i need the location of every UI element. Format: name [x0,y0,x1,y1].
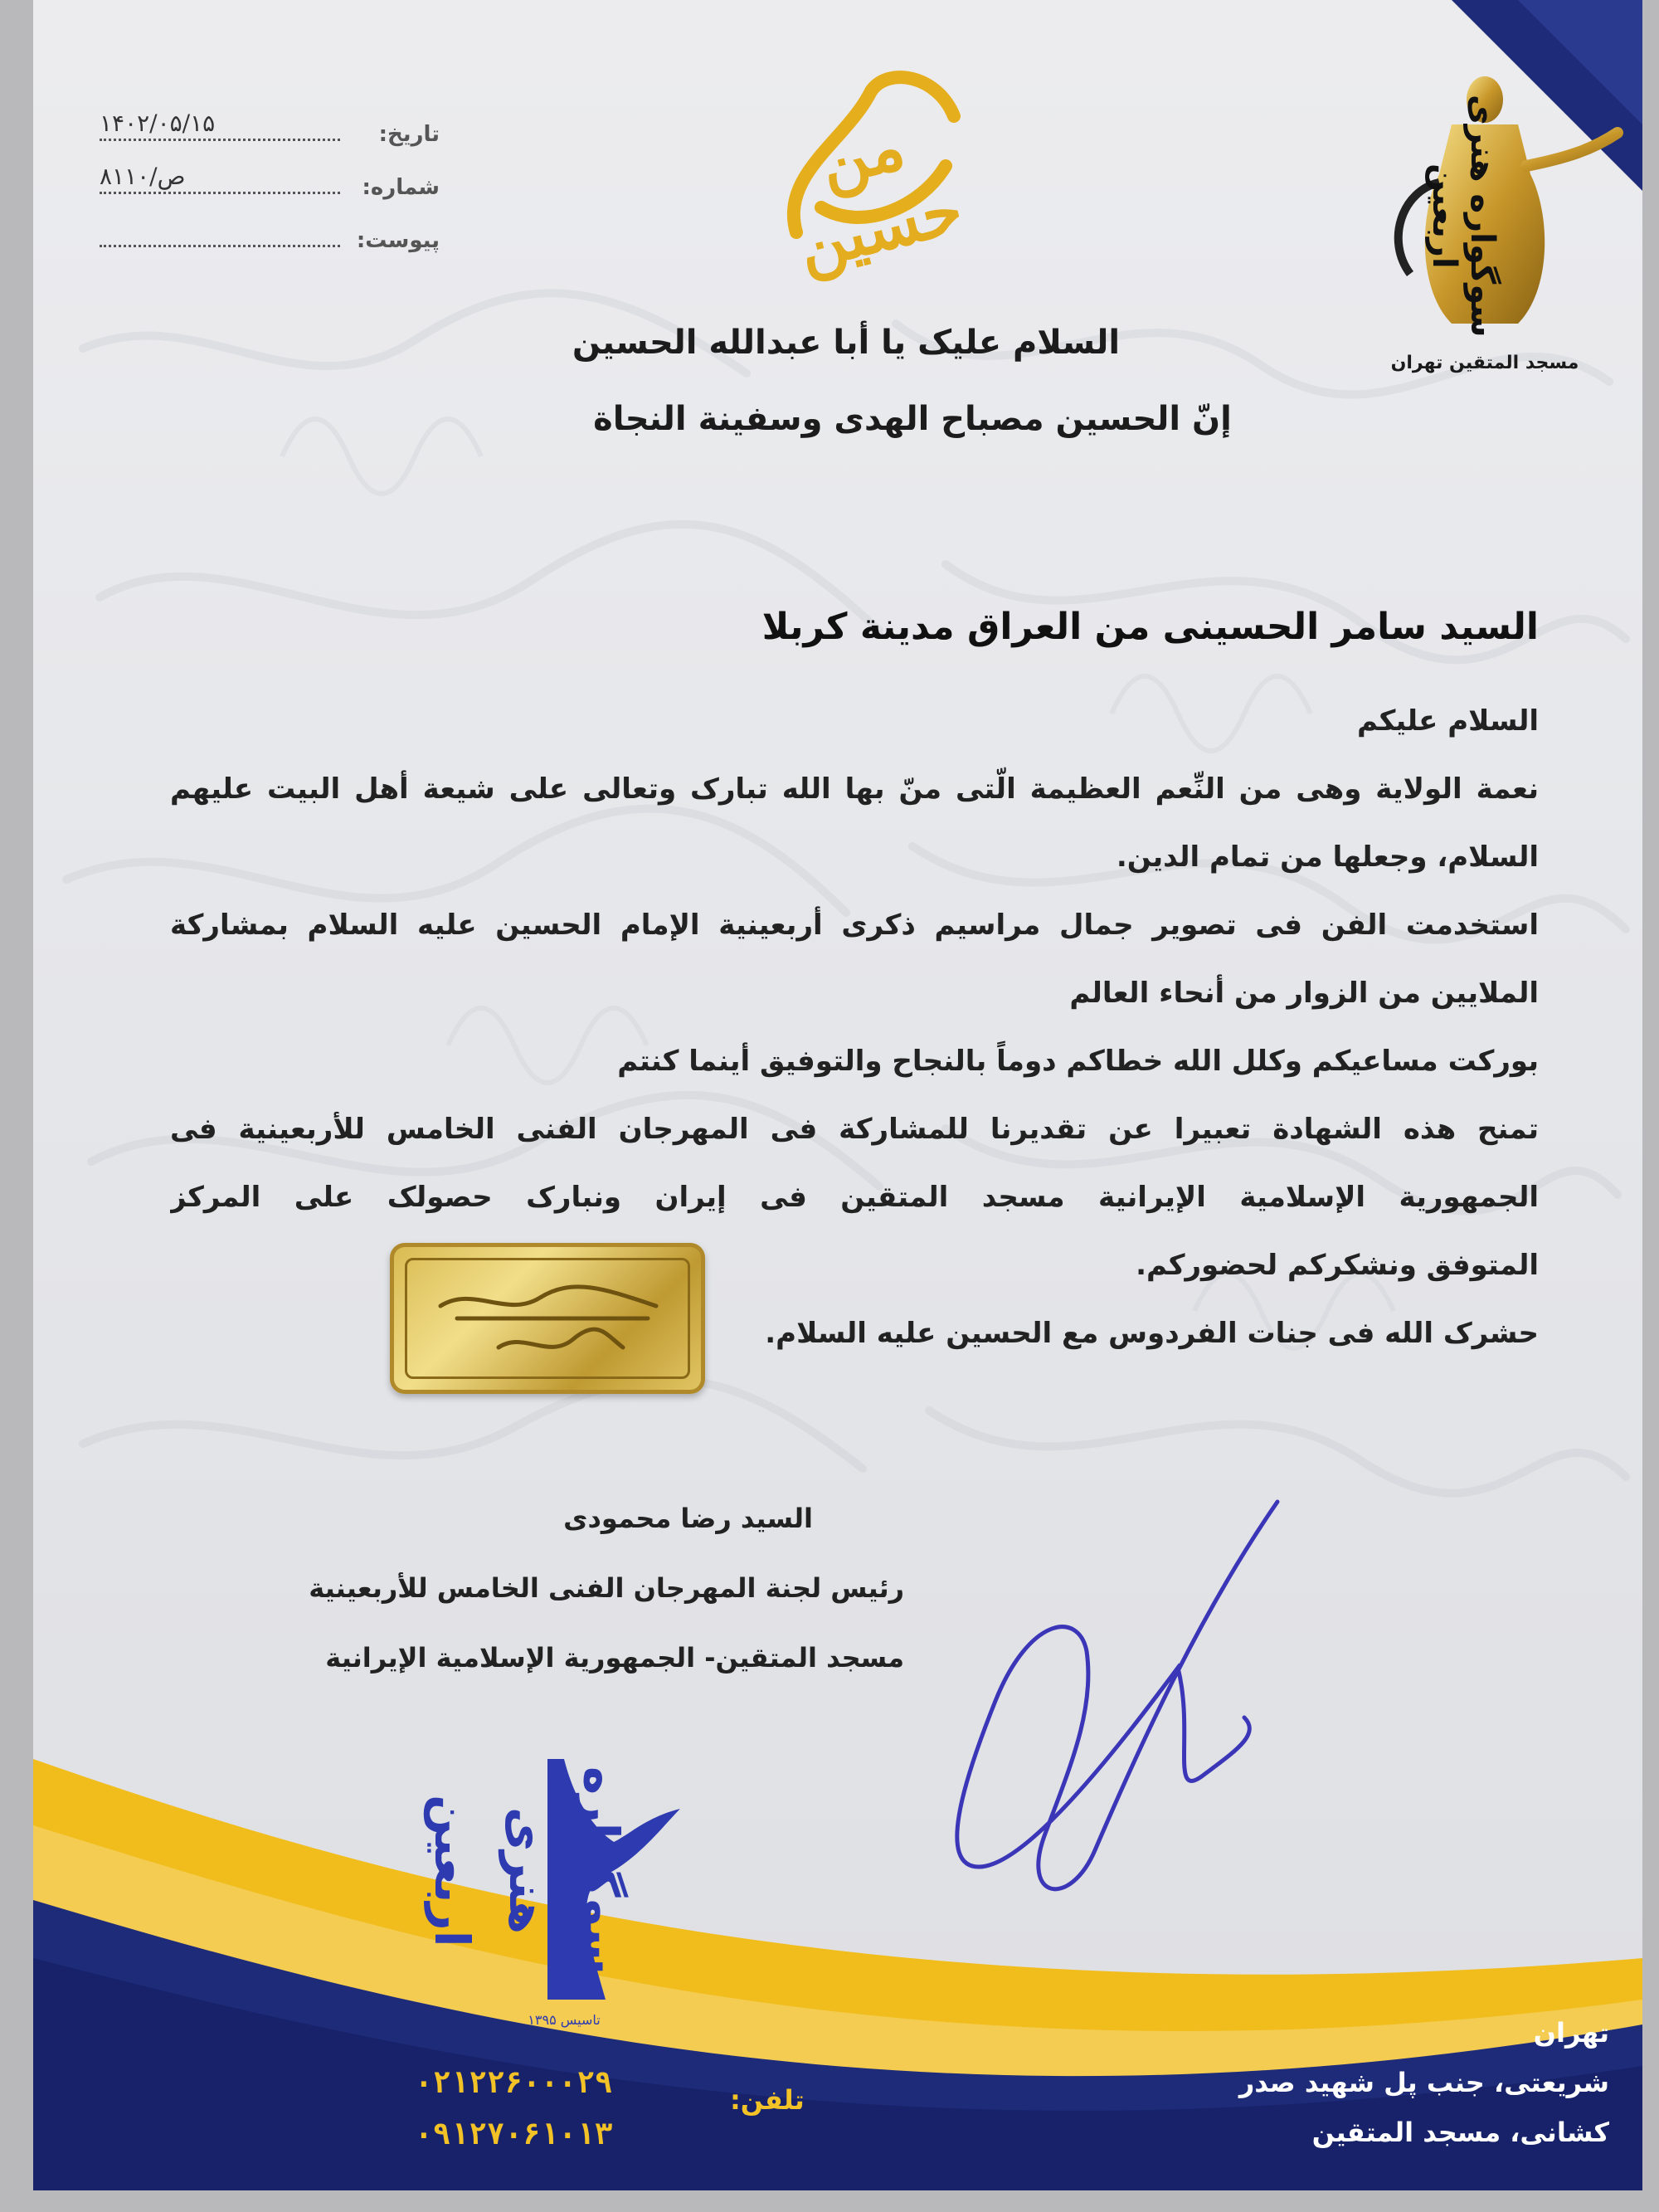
top-logo [747,41,995,285]
body-line: السلام علیکم [1356,704,1539,738]
top-logo-text: من حسین [790,108,971,285]
body-line: استخدمت الفن فی تصویر جمال مراسیم ذکرى أربعینیة الإمام الحسین علیه السلام بمشارکة [170,909,1539,942]
body-line: نعمة الولایة وهی من النِّعم العظیمة الّتی منّ بها الله تبارک وتعالى على شیعة أهل البیت علیهم [170,772,1539,806]
phone-2: ۰۹۱۲۷۰۶۱۰۱۳ [415,2117,613,2151]
attachment-row [91,227,440,280]
body-line: الملایین من الزوار من أنحاء العالم [1069,977,1539,1010]
signer-title: رئیس لجنة المهرجان الفنی الخامس للأربعینیة [309,1572,904,1604]
number-dots [100,163,340,194]
phone-label: تلفن: [730,2084,805,2116]
greeting-line-2: إنّ الحسین مصباح الهدى وسفینة النجاة [593,400,1232,438]
emblem-caption: مسجد المتقين تهران [1390,353,1579,373]
blue-logo-title: سوگواره هنری اربعین [424,1766,630,1976]
certificate-sheet [33,0,1642,2190]
letter-meta [91,110,440,280]
address-city: تهران [1533,2017,1609,2049]
letter-body [170,687,1539,1367]
signer-name: السید رضا محمودی [563,1503,813,1534]
attachment-label: پیوست: [356,228,440,253]
phone-numbers [415,2058,763,2161]
address-line-1: شریعتی، جنب پل شهید صدر [1238,2067,1609,2098]
greeting-line-1: السلام علیک یا أبا عبدالله الحسین [572,324,1121,362]
emblem-title: سوگواره هنری اربعین [1425,94,1501,338]
body-line: الجمهوریة الإسلامیة الإیرانیة مسجد المتقین فی إیران ونبارک حصولک على المرکز [170,1181,1539,1214]
number-value: ۸۱۱۰/ص [100,163,186,190]
body-line: حشرک الله فی جنات الفردوس مع الحسین علیه السلام. [765,1317,1539,1350]
date-dots [100,110,340,141]
body-line: تمنح هذه الشهادة تعبیرا عن تقدیرنا للمشارکة فی المهرجان الفنی الخامس للأربعینیة فی [170,1113,1539,1146]
body-line: السلام، وجعلها من تمام الدین. [1116,840,1539,874]
number-label: شماره: [362,175,440,200]
body-line: المتوفق ونشکرکم لحضورکم. [1136,1249,1539,1282]
attachment-dots [100,227,340,247]
body-line: بورکت مساعیکم وکلل الله خطاکم دوماً بالنجاح والتوفیق أینما کنتم [617,1045,1539,1078]
postal-address [1178,2008,1609,2157]
blue-logo-founded: تاسیس ۱۳۹۵ [528,2012,601,2028]
date-value: ۱۴۰۲/۰۵/۱۵ [100,110,216,137]
signature-block [158,1484,904,1693]
festival-emblem [1352,50,1626,390]
festival-logo-blue [424,1726,705,2041]
address-line-2: کشانی، مسجد المتقین [1311,2117,1609,2148]
phone-1: ۰۲۱۲۲۶۰۰۰۲۹ [415,2066,613,2100]
stamp-lettering-icon [407,1260,689,1378]
stamp-border [405,1258,690,1379]
gold-seal-stamp [390,1243,705,1394]
addressee: السید سامر الحسینی من العراق مدینة کربلا [761,606,1539,648]
date-label: تاریخ: [378,122,440,147]
signer-organization: مسجد المتقین- الجمهوریة الإسلامیة الإیرانیة [325,1642,904,1674]
number-row [91,163,440,227]
